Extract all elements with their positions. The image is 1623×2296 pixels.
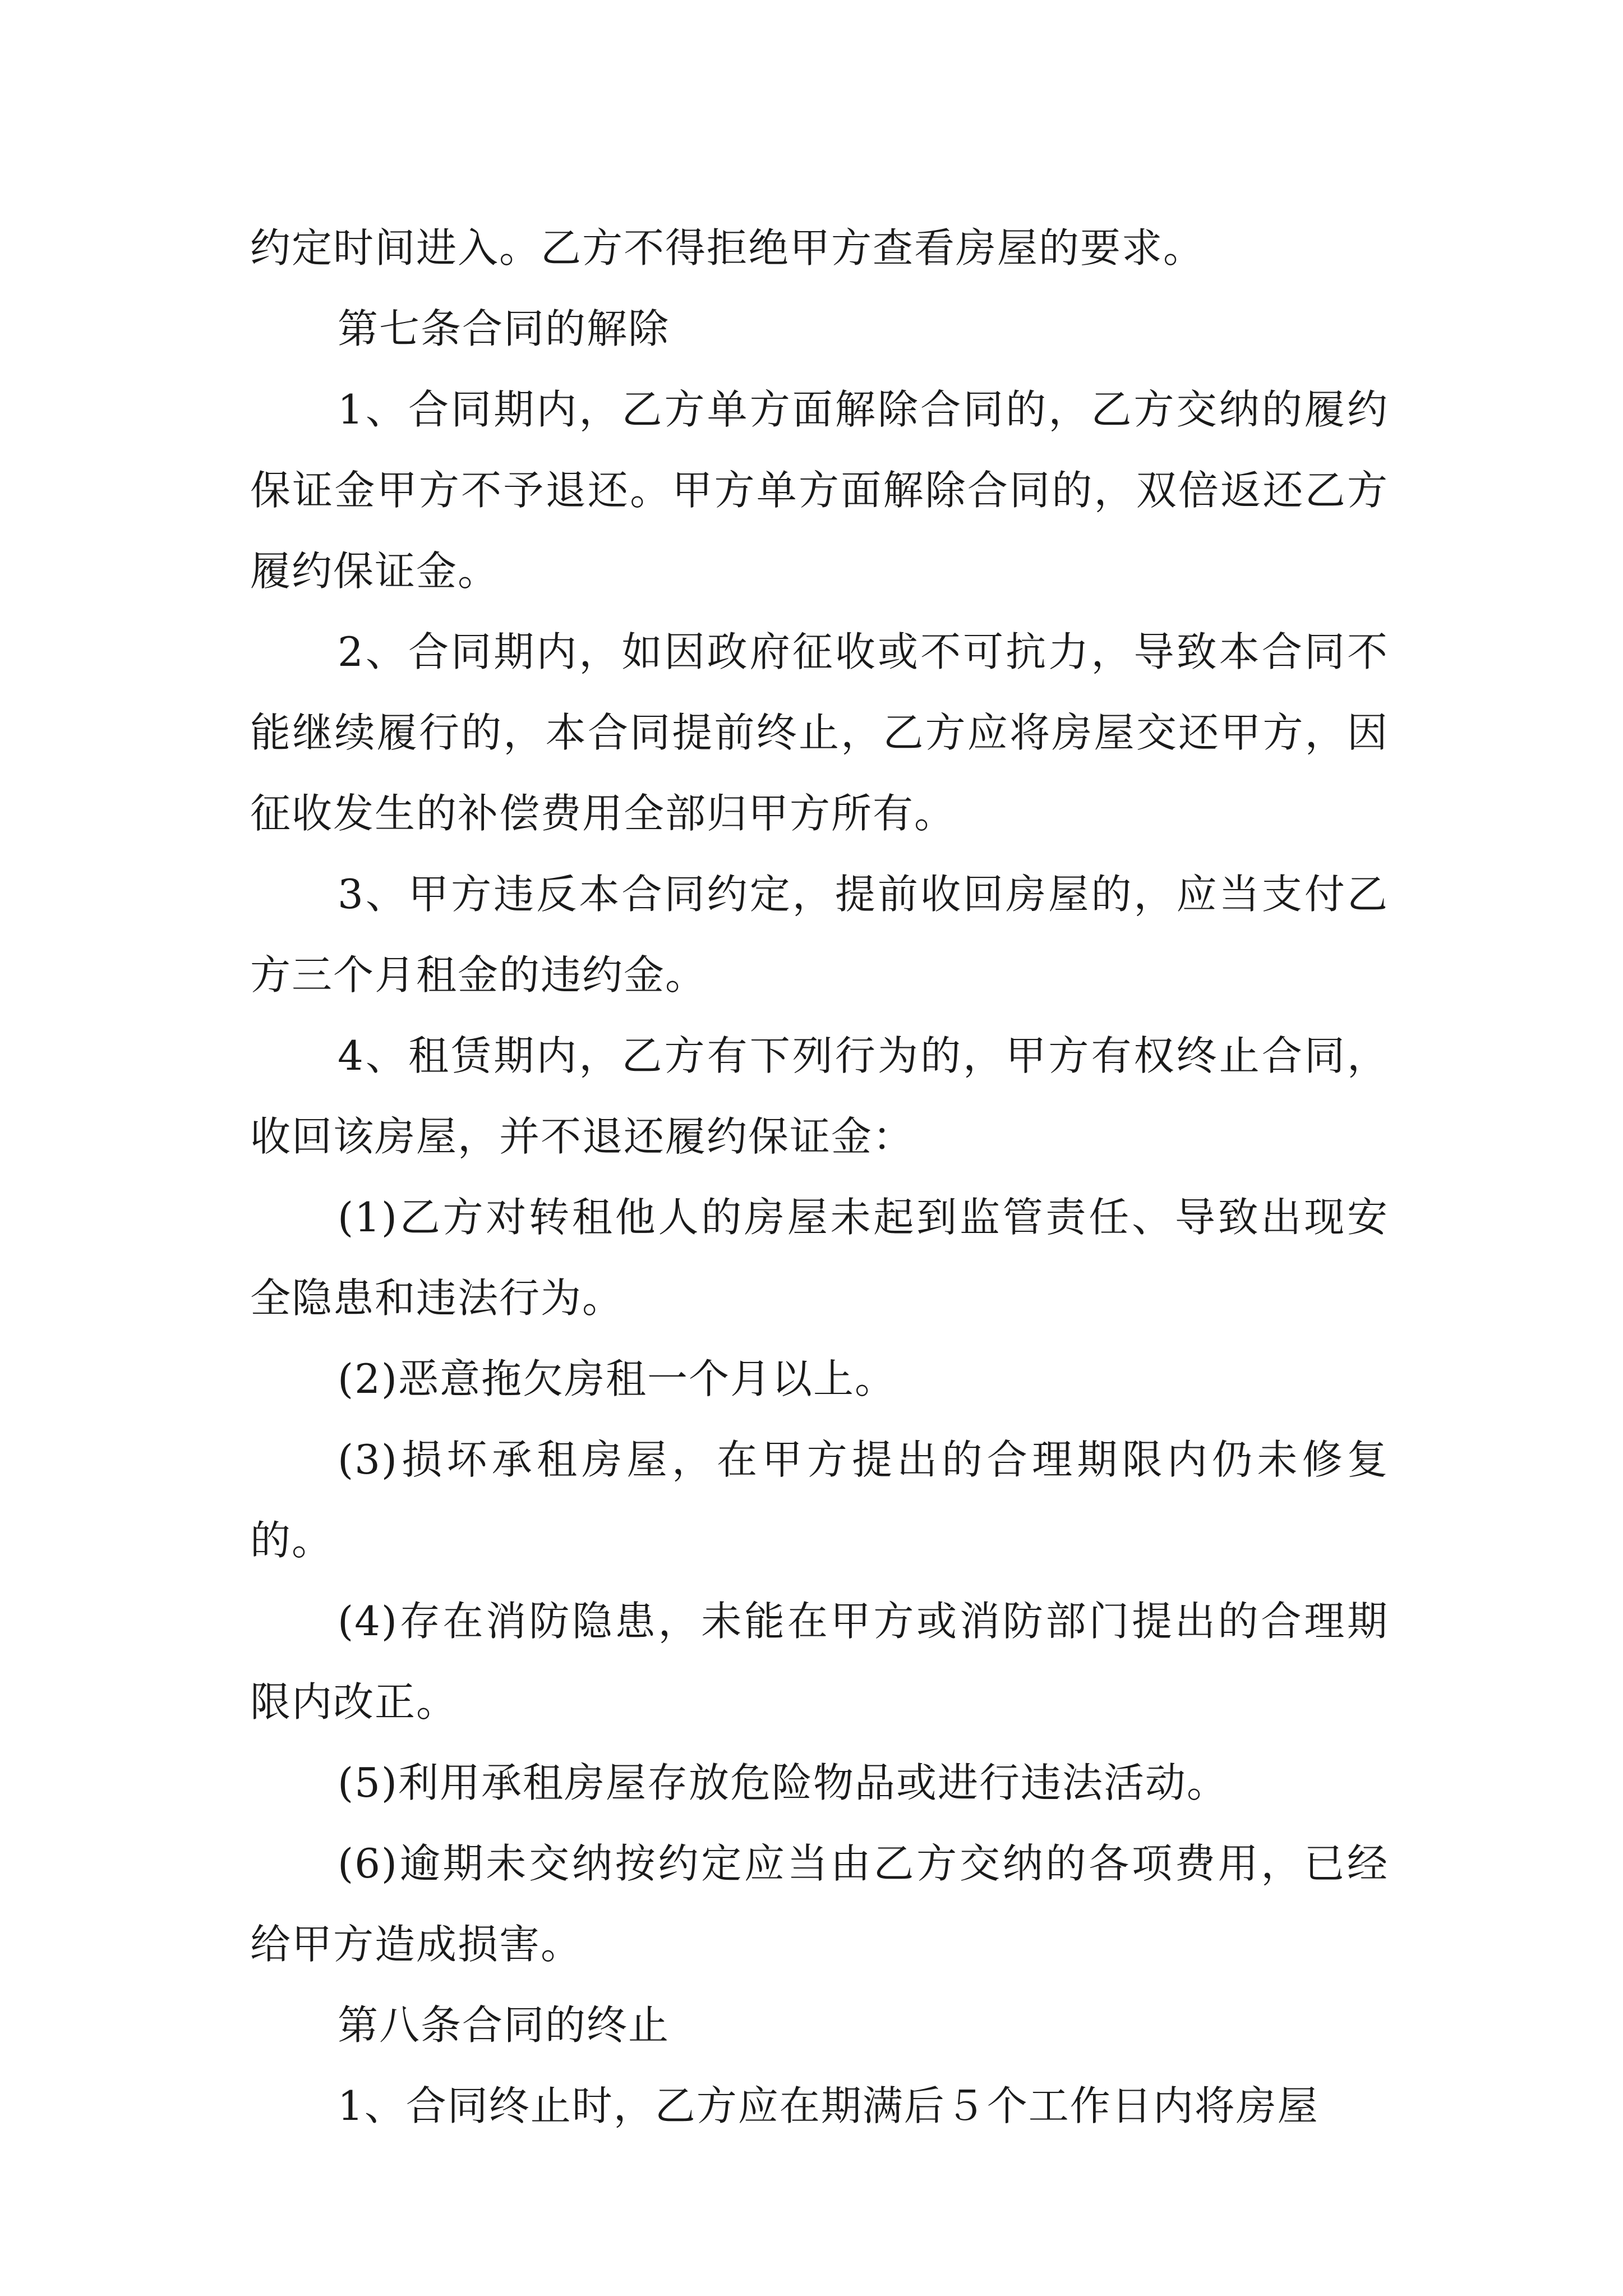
section-heading-article-8: 第八条合同的终止 <box>338 2001 670 2049</box>
sub-item-6: (6)逾期未交纳按约定应当由乙方交纳的各项费用，已经给甲方造成损害。 <box>250 1840 1389 1968</box>
sub-item-2: (2)恶意拖欠房租一个月以上。 <box>338 1355 896 1402</box>
sub-item-1: (1)乙方对转租他人的房屋未起到监管责任、导致出现安全隐患和违法行为。 <box>250 1194 1389 1322</box>
sub-item-3: (3)损坏承租房屋，在甲方提出的合理期限内仍未修复的。 <box>250 1436 1389 1564</box>
clause-7-2: 2、合同期内，如因政府征收或不可抗力，导致本合同不能继续履行的，本合同提前终止，乙方应将房屋交还甲方，因征收发生的补偿费用全部归甲方所有。 <box>250 628 1389 837</box>
sub-item-4: (4)存在消防隐患，未能在甲方或消防部门提出的合理期限内改正。 <box>250 1598 1389 1726</box>
clause-7-1: 1、合同期内，乙方单方面解除合同的，乙方交纳的履约保证金甲方不予退还。甲方单方面解除合同的，双倍返还乙方履约保证金。 <box>250 386 1389 595</box>
section-heading-article-7: 第七条合同的解除 <box>338 305 670 352</box>
clause-8-1: 1、合同终止时，乙方应在期满后５个工作日内将房屋 <box>338 2082 1319 2129</box>
sub-item-5: (5)利用承租房屋存放危险物品或进行违法活动。 <box>338 1759 1228 1806</box>
document-body <box>250 208 1389 2146</box>
clause-7-4: 4、租赁期内，乙方有下列行为的，甲方有权终止合同，收回该房屋，并不退还履约保证金： <box>250 1032 1389 1160</box>
paragraph-continuation: 约定时间进入。乙方不得拒绝甲方查看房屋的要求。 <box>250 224 1205 272</box>
clause-7-3: 3、甲方违反本合同约定，提前收回房屋的，应当支付乙方三个月租金的违约金。 <box>250 871 1389 999</box>
